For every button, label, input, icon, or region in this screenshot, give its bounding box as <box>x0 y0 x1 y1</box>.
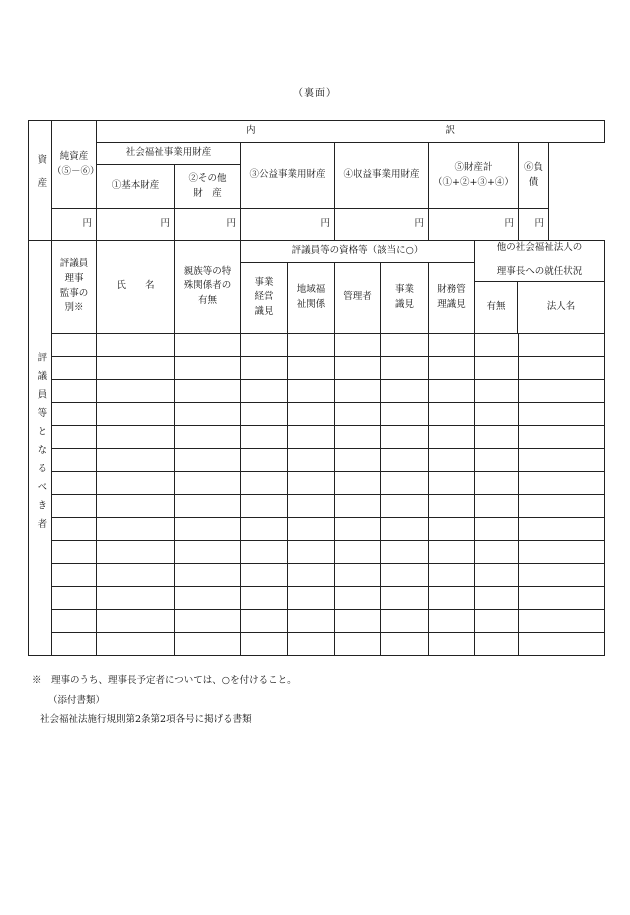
qual-business-cell[interactable] <box>241 517 288 540</box>
member-row <box>29 563 605 586</box>
member-row <box>29 609 605 632</box>
relatives-cell[interactable] <box>175 540 241 563</box>
qual-insight-cell[interactable] <box>381 379 429 402</box>
corp-name-cell[interactable] <box>519 448 605 471</box>
qual-insight-cell[interactable] <box>381 632 429 655</box>
member-row <box>29 632 605 655</box>
qual-business-header: 事業 経営 識見 <box>241 263 288 334</box>
member-row <box>29 379 605 402</box>
qual-business-cell[interactable] <box>241 425 288 448</box>
qual-community-cell[interactable] <box>288 402 335 425</box>
member-row <box>29 448 605 471</box>
qual-finance-cell[interactable] <box>429 494 475 517</box>
qualifications-header: 評議員等の資格等（該当に○） <box>241 241 475 263</box>
qual-business-cell[interactable] <box>241 379 288 402</box>
public-interest-property-header: ③公益事業用財産 <box>241 143 335 209</box>
presence-cell[interactable] <box>475 632 519 655</box>
qual-insight-cell[interactable] <box>381 517 429 540</box>
qual-community-cell[interactable] <box>288 563 335 586</box>
qual-business-cell[interactable] <box>241 586 288 609</box>
qual-manager-cell[interactable] <box>335 517 381 540</box>
revenue-property-cell[interactable]: 円 <box>335 209 429 241</box>
qual-business-cell[interactable] <box>241 609 288 632</box>
name-cell[interactable] <box>97 333 175 356</box>
presence-cell[interactable] <box>475 586 519 609</box>
role-cell[interactable] <box>52 586 97 609</box>
qual-finance-cell[interactable] <box>429 425 475 448</box>
attachments-text: 社会福祉法施行規則第2条第2項各号に掲げる書類 <box>40 714 252 725</box>
qual-business-cell[interactable] <box>241 356 288 379</box>
footer-note: ※ 理事のうち、理事長予定者については、○を付けること。 <box>32 675 297 686</box>
role-cell[interactable] <box>52 494 97 517</box>
name-cell[interactable] <box>97 632 175 655</box>
name-cell[interactable] <box>97 609 175 632</box>
qual-finance-cell[interactable] <box>429 632 475 655</box>
member-row <box>29 425 605 448</box>
qual-business-cell[interactable] <box>241 333 288 356</box>
member-row <box>29 540 605 563</box>
qual-insight-header: 事業 識見 <box>381 263 429 334</box>
qual-finance-cell[interactable] <box>429 471 475 494</box>
qual-community-cell[interactable] <box>288 333 335 356</box>
role-cell[interactable] <box>52 402 97 425</box>
qual-community-cell[interactable] <box>288 540 335 563</box>
qual-insight-cell[interactable] <box>381 425 429 448</box>
role-cell[interactable] <box>52 356 97 379</box>
qual-manager-cell[interactable] <box>335 402 381 425</box>
qual-finance-cell[interactable] <box>429 609 475 632</box>
qual-finance-cell[interactable] <box>429 586 475 609</box>
relatives-cell[interactable] <box>175 586 241 609</box>
basic-property-cell[interactable]: 円 <box>97 209 175 241</box>
name-header: 氏 名 <box>97 241 175 334</box>
qual-finance-cell[interactable] <box>429 448 475 471</box>
property-total-header: ⑤財産計 （①+②+③+④） <box>429 143 519 209</box>
qual-finance-header: 財務管 理識見 <box>429 263 475 334</box>
qual-finance-cell[interactable] <box>429 517 475 540</box>
corp-name-cell[interactable] <box>519 425 605 448</box>
relatives-cell[interactable] <box>175 379 241 402</box>
net-assets-cell[interactable]: 円 <box>52 209 97 241</box>
members-section-label: 評議員等となるべき者 <box>29 241 52 656</box>
other-property-header: ②その他 財 産 <box>175 165 241 209</box>
qual-manager-cell[interactable] <box>335 333 381 356</box>
other-property-cell[interactable]: 円 <box>175 209 241 241</box>
member-row <box>29 517 605 540</box>
basic-property-header: ①基本財産 <box>97 165 175 209</box>
attachments-label: （添付書類） <box>48 695 106 706</box>
qual-community-cell[interactable] <box>288 517 335 540</box>
corp-name-cell[interactable] <box>519 609 605 632</box>
presence-header: 有無 <box>475 282 518 333</box>
name-cell[interactable] <box>97 402 175 425</box>
corp-name-cell[interactable] <box>519 563 605 586</box>
qual-insight-cell[interactable] <box>381 494 429 517</box>
member-row <box>29 586 605 609</box>
presence-cell[interactable] <box>475 471 519 494</box>
qual-community-cell[interactable] <box>288 471 335 494</box>
qual-community-cell[interactable] <box>288 632 335 655</box>
name-cell[interactable] <box>97 563 175 586</box>
corp-name-cell[interactable] <box>519 494 605 517</box>
qual-insight-cell[interactable] <box>381 586 429 609</box>
qual-finance-cell[interactable] <box>429 379 475 402</box>
name-cell[interactable] <box>97 425 175 448</box>
qual-manager-cell[interactable] <box>335 586 381 609</box>
role-cell[interactable] <box>52 563 97 586</box>
role-cell[interactable] <box>52 632 97 655</box>
corp-name-cell[interactable] <box>519 356 605 379</box>
role-cell[interactable] <box>52 425 97 448</box>
presence-cell[interactable] <box>475 563 519 586</box>
presence-cell[interactable] <box>475 402 519 425</box>
name-cell[interactable] <box>97 540 175 563</box>
relatives-cell[interactable] <box>175 609 241 632</box>
presence-cell[interactable] <box>475 333 519 356</box>
presence-cell[interactable] <box>475 517 519 540</box>
qual-community-cell[interactable] <box>288 356 335 379</box>
presence-cell[interactable] <box>475 379 519 402</box>
corp-name-cell[interactable] <box>519 540 605 563</box>
liabilities-cell[interactable]: 円 <box>519 209 549 241</box>
presence-cell[interactable] <box>475 540 519 563</box>
qual-manager-cell[interactable] <box>335 471 381 494</box>
qual-manager-cell[interactable] <box>335 356 381 379</box>
name-cell[interactable] <box>97 448 175 471</box>
member-row <box>29 494 605 517</box>
property-total-cell[interactable]: 円 <box>429 209 519 241</box>
corp-name-cell[interactable] <box>519 586 605 609</box>
qual-insight-cell[interactable] <box>381 402 429 425</box>
qual-insight-cell[interactable] <box>381 563 429 586</box>
qual-insight-cell[interactable] <box>381 540 429 563</box>
relatives-cell[interactable] <box>175 448 241 471</box>
role-header: 評議員 理事 監事の 別※ <box>52 241 97 334</box>
qual-finance-cell[interactable] <box>429 402 475 425</box>
qual-insight-cell[interactable] <box>381 471 429 494</box>
qual-community-cell[interactable] <box>288 586 335 609</box>
qual-business-cell[interactable] <box>241 471 288 494</box>
qual-finance-cell[interactable] <box>429 333 475 356</box>
name-cell[interactable] <box>97 379 175 402</box>
qual-finance-cell[interactable] <box>429 540 475 563</box>
name-cell[interactable] <box>97 471 175 494</box>
qual-insight-cell[interactable] <box>381 333 429 356</box>
qual-manager-cell[interactable] <box>335 494 381 517</box>
corp-name-header: 法人名 <box>546 300 576 312</box>
role-cell[interactable] <box>52 517 97 540</box>
role-cell[interactable] <box>52 540 97 563</box>
qual-manager-cell[interactable] <box>335 379 381 402</box>
qual-finance-cell[interactable] <box>429 563 475 586</box>
qual-community-cell[interactable] <box>288 379 335 402</box>
member-row <box>29 356 605 379</box>
qual-manager-cell[interactable] <box>335 609 381 632</box>
qual-manager-cell[interactable] <box>335 632 381 655</box>
qual-manager-header: 管理者 <box>335 263 381 334</box>
qual-insight-cell[interactable] <box>381 448 429 471</box>
relatives-cell[interactable] <box>175 494 241 517</box>
qual-community-cell[interactable] <box>288 609 335 632</box>
presence-cell[interactable] <box>475 494 519 517</box>
member-row <box>29 402 605 425</box>
role-cell[interactable] <box>52 379 97 402</box>
qual-insight-cell[interactable] <box>381 356 429 379</box>
qual-community-cell[interactable] <box>288 448 335 471</box>
presence-cell[interactable] <box>475 356 519 379</box>
relatives-cell[interactable] <box>175 356 241 379</box>
relatives-cell[interactable] <box>175 517 241 540</box>
qual-business-cell[interactable] <box>241 540 288 563</box>
other-corp-subheader: 理事長への就任状況 有無 法人名 <box>475 263 605 334</box>
presence-cell[interactable] <box>475 448 519 471</box>
name-cell[interactable] <box>97 586 175 609</box>
qual-business-cell[interactable] <box>241 494 288 517</box>
corp-name-cell[interactable] <box>519 379 605 402</box>
qual-community-cell[interactable] <box>288 425 335 448</box>
qual-business-cell[interactable] <box>241 402 288 425</box>
corp-name-cell[interactable] <box>519 517 605 540</box>
relatives-header: 親族等の特 殊関係者の 有無 <box>175 241 241 334</box>
member-row <box>29 471 605 494</box>
qual-community-cell[interactable] <box>288 494 335 517</box>
qual-insight-cell[interactable] <box>381 609 429 632</box>
relatives-cell[interactable] <box>175 471 241 494</box>
presence-cell[interactable] <box>475 609 519 632</box>
relatives-cell[interactable] <box>175 333 241 356</box>
page-title: （裏面） <box>293 88 337 99</box>
qual-manager-cell[interactable] <box>335 448 381 471</box>
role-cell[interactable] <box>52 609 97 632</box>
breakdown-header: 内 訳 <box>97 121 605 143</box>
social-welfare-property-header: 社会福祉事業用財産 <box>97 143 241 165</box>
name-cell[interactable] <box>97 517 175 540</box>
net-assets-header: 純資産 （⑤－⑥） <box>52 121 97 209</box>
role-cell[interactable] <box>52 471 97 494</box>
relatives-cell[interactable] <box>175 563 241 586</box>
qual-manager-cell[interactable] <box>335 540 381 563</box>
form-table <box>28 120 605 656</box>
qual-business-cell[interactable] <box>241 448 288 471</box>
qual-manager-cell[interactable] <box>335 563 381 586</box>
relatives-cell[interactable] <box>175 425 241 448</box>
qual-manager-cell[interactable] <box>335 425 381 448</box>
presence-cell[interactable] <box>475 425 519 448</box>
corp-name-cell[interactable] <box>519 632 605 655</box>
qual-finance-cell[interactable] <box>429 356 475 379</box>
role-cell[interactable] <box>52 333 97 356</box>
assets-section-label: 資産 <box>29 121 52 241</box>
corp-name-cell[interactable] <box>519 471 605 494</box>
qual-business-cell[interactable] <box>241 632 288 655</box>
liabilities-header: ⑥負 債 <box>519 143 549 209</box>
corp-name-cell[interactable] <box>519 333 605 356</box>
name-cell[interactable] <box>97 356 175 379</box>
revenue-property-header: ④収益事業用財産 <box>335 143 429 209</box>
name-cell[interactable] <box>97 494 175 517</box>
member-row <box>29 333 605 356</box>
other-corp-header: 他の社会福祉法人の <box>475 241 605 263</box>
corp-name-cell[interactable] <box>519 402 605 425</box>
public-interest-property-cell[interactable]: 円 <box>241 209 335 241</box>
relatives-cell[interactable] <box>175 402 241 425</box>
qual-business-cell[interactable] <box>241 563 288 586</box>
qual-community-header: 地域福 祉関係 <box>288 263 335 334</box>
role-cell[interactable] <box>52 448 97 471</box>
relatives-cell[interactable] <box>175 632 241 655</box>
